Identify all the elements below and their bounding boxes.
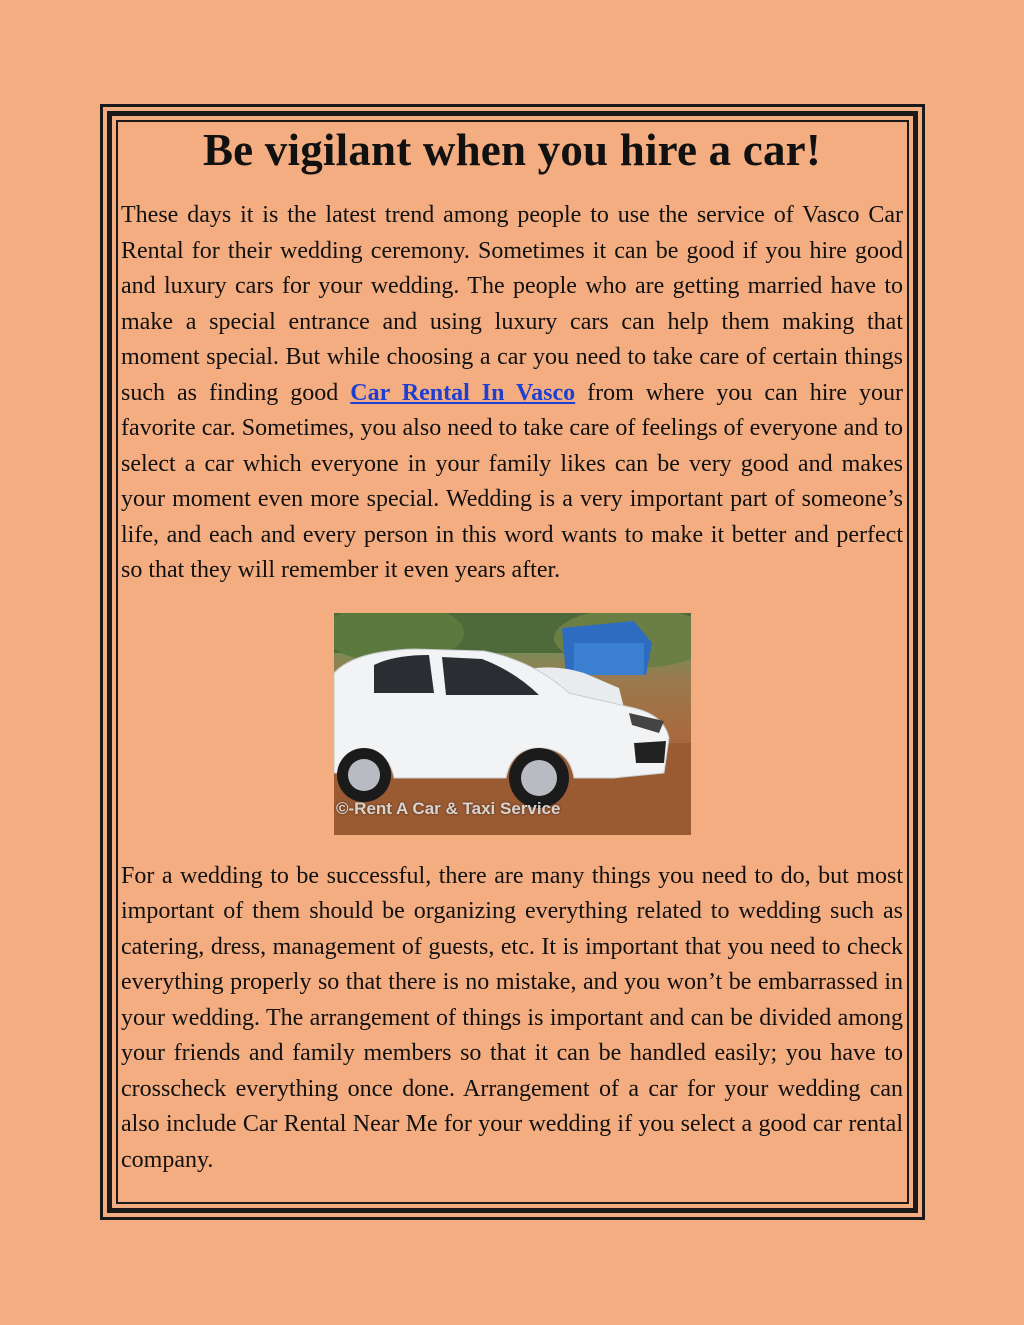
paragraph-1 [121, 198, 903, 589]
document-content [121, 120, 903, 1178]
paragraph-2: For a wedding to be successful, there are many things you need to do, but most important of them should be organizing everything related to wedding such as catering, dress, management of guests, etc. It is important that you need to check everything properly so that there is no mistake, and you won’t be embarrassed in your wedding. The arrangement of things is important and can be divided among your friends and family members so that it can be handled easily; you have to crosscheck everything once done. Arrangement of a car for your wedding can also include Car Rental Near Me for your wedding if you select a good car rental company. [121, 862, 903, 1173]
car-photo [334, 613, 691, 835]
car-rental-vasco-link[interactable]: Car Rental In Vasco [350, 379, 576, 406]
page-title: Be vigilant when you hire a car! [202, 125, 822, 175]
image-watermark: ©-Rent A Car & Taxi Service [336, 798, 561, 818]
paragraph-1-text-end: from where you can hire your favorite car. Sometimes, you also need to take care of feelings of everyone and to select a car which everyone in your family likes can be very good and makes your moment even more special. Wedding is a very important part of someone’s life, and each and every person in this word wants to make it better and perfect so that they will remember it even years after. [121, 379, 904, 583]
paragraph-1-text-start: These days it is the latest trend among people to use the service of Vasco Car Rental for their wedding ceremony. Sometimes it can be good if you hire good and luxury cars for your wedding. The people who are getting married have to make a special entrance and using luxury cars can help them making that moment special. But while choosing a car you need to take care of certain things such as finding good [121, 202, 903, 406]
